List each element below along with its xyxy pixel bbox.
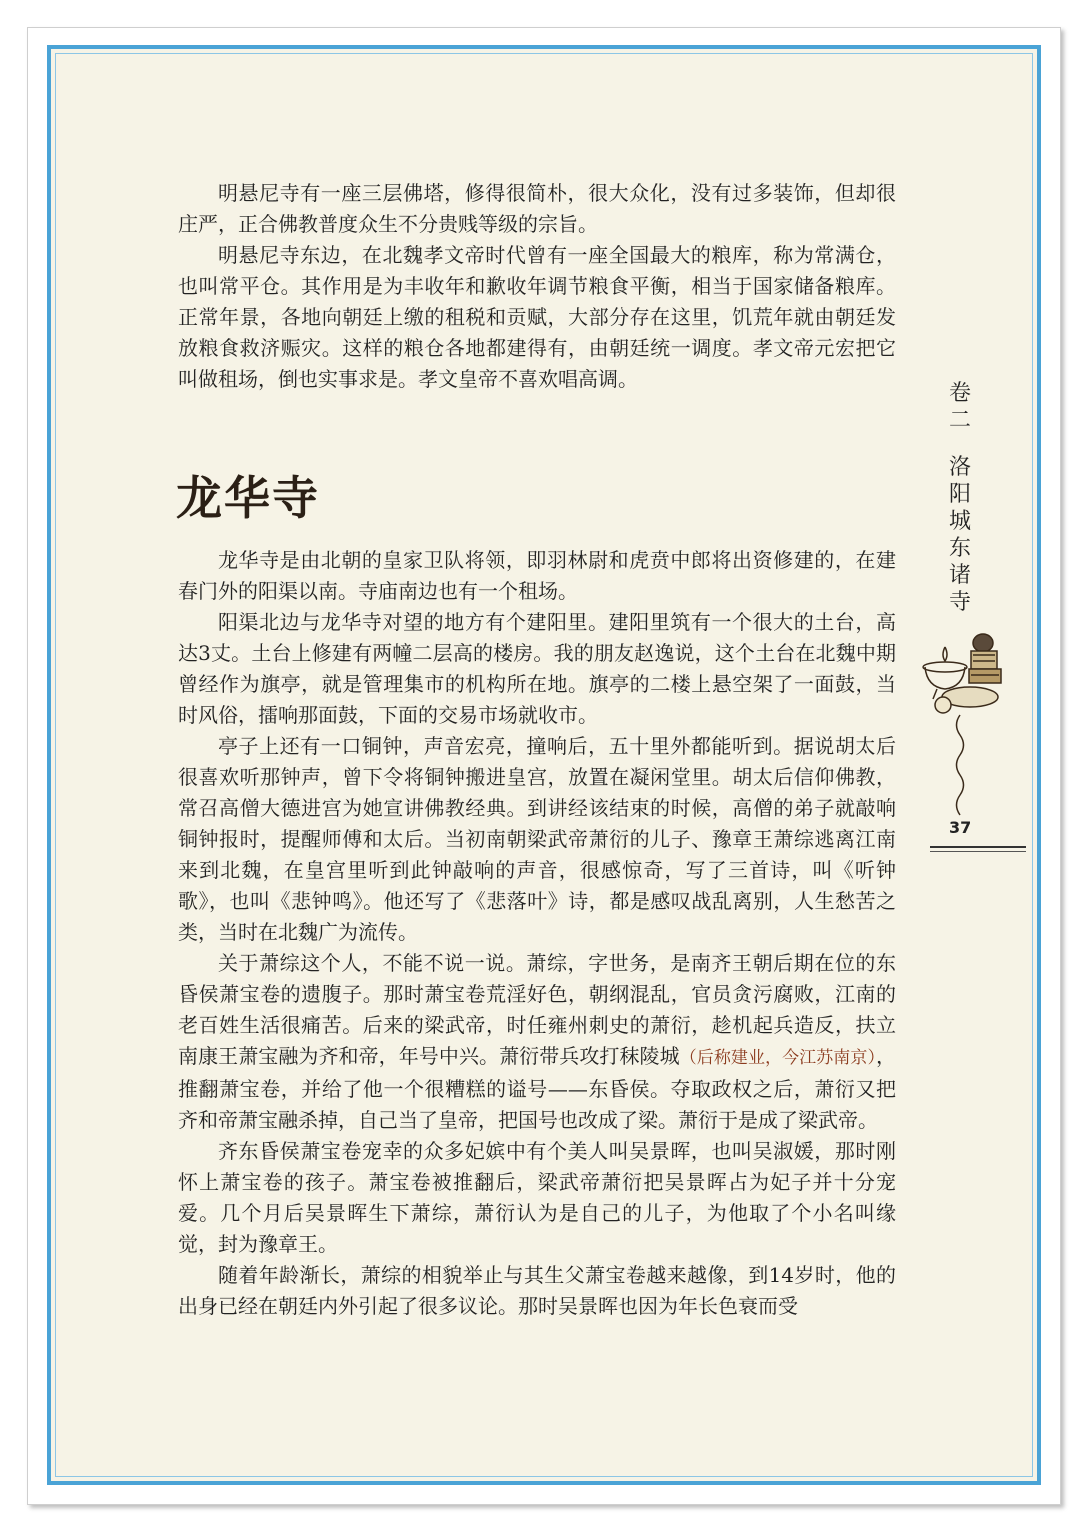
side-title-char: 诸 [948, 563, 971, 588]
paragraph-text: 关于萧综这个人，不能不说一说。萧综，字世务，是南齐王朝后期在位的东昏侯萧宝卷的遗腹子。那时萧宝卷荒淫好色，朝纲混乱，官员贪污腐败，江南的老百姓生活很痛苦。后来的梁武帝，时任雍州刺史的萧衍，趁机起兵造反，扶立南康王萧宝融为齐和帝，年号中兴。萧衍带兵攻打秣陵城 [178, 951, 896, 1068]
intro-text [178, 178, 896, 395]
paragraph: 明悬尼寺有一座三层佛塔，修得很简朴，很大众化，没有过多装饰，但却很庄严，正合佛教普度众生不分贵贱等级的宗旨。 [178, 181, 896, 236]
paragraph: 随着年龄渐长，萧综的相貌举止与其生父萧宝卷越来越像，到14岁时，他的出身已经在朝廷内外引起了很多议论。那时吴景晖也因为年长色衰而受 [178, 1263, 896, 1318]
annotation-note: （后称建业，今江苏南京） [679, 1048, 877, 1068]
side-title-char: 东 [948, 536, 971, 561]
paragraph [178, 948, 896, 1136]
page-number: 37 [949, 818, 972, 837]
side-title-char: 城 [948, 509, 971, 534]
side-title-char: 寺 [948, 590, 971, 615]
side-title-char: 阳 [948, 482, 971, 507]
side-title-char: 二 [948, 408, 971, 433]
page-number-rule [930, 851, 1026, 852]
side-title-char: 卷 [948, 381, 971, 406]
chapter-side-title [945, 380, 975, 616]
paragraph: 亭子上还有一口铜钟，声音宏亮，撞响后，五十里外都能听到。据说胡太后很喜欢听那钟声，曾下令将铜钟搬进皇宫，放置在凝闲堂里。胡太后信仰佛教，常召高僧大德进宫为她宣讲佛教经典。到讲经该结束的时候，高僧的弟子就敲响铜钟报时，提醒师傅和太后。当初南朝梁武帝萧衍的儿子、豫章王萧综逃离江南来到北魏，在皇宫里听到此钟敲响的声音，很感惊奇，写了三首诗，叫《听钟歌》，也叫《悲钟鸣》。他还写了《悲落叶》诗，都是感叹战乱离别，人生愁苦之类，当时在北魏广为流传。 [178, 734, 896, 944]
paragraph: 阳渠北边与龙华寺对望的地方有个建阳里。建阳里筑有一个很大的土台，高达3丈。土台上修建有两幢二层高的楼房。我的朋友赵逸说，这个土台在北魏中期曾经作为旗亭，就是管理集市的机构所在地。旗亭的二楼上悬空架了一面鼓，当时风俗，擂响那面鼓，下面的交易市场就收市。 [178, 610, 896, 727]
section-body [178, 545, 896, 1322]
paragraph: 龙华寺是由北朝的皇家卫队将领，即羽林尉和虎贲中郎将出资修建的，在建春门外的阳渠以南。寺庙南边也有一个租场。 [178, 548, 896, 603]
page-number-rule [930, 846, 1026, 848]
paragraph-text: ，推翻萧宝卷，并给了他一个很糟糕的谥号——东昏侯。夺取政权之后，萧衍又把齐和帝萧宝融杀掉，自己当了皇帝，把国号也改成了梁。萧衍于是成了梁武帝。 [178, 1044, 897, 1132]
side-title-char: 洛 [948, 455, 971, 480]
section-title: 龙华寺 [176, 471, 320, 525]
incense-burner-ornament-icon [915, 625, 1015, 835]
paragraph: 齐东昏侯萧宝卷宠幸的众多妃嫔中有个美人叫吴景晖，也叫吴淑媛，那时刚怀上萧宝卷的孩子。萧宝卷被推翻后，梁武帝萧衍把吴景晖占为妃子并十分宠爱。几个月后吴景晖生下萧综，萧衍认为是自己的儿子，为他取了个小名叫缘觉，封为豫章王。 [178, 1139, 896, 1256]
paragraph: 明悬尼寺东边，在北魏孝文帝时代曾有一座全国最大的粮库，称为常满仓，也叫常平仓。其作用是为丰收年和歉收年调节粮食平衡，相当于国家储备粮库。正常年景，各地向朝廷上缴的租税和贡赋，大部分存在这里，饥荒年就由朝廷发放粮食救济赈灾。这样的粮仓各地都建得有，由朝廷统一调度。孝文帝元宏把它叫做租场，倒也实事求是。孝文皇帝不喜欢唱高调。 [178, 243, 896, 391]
